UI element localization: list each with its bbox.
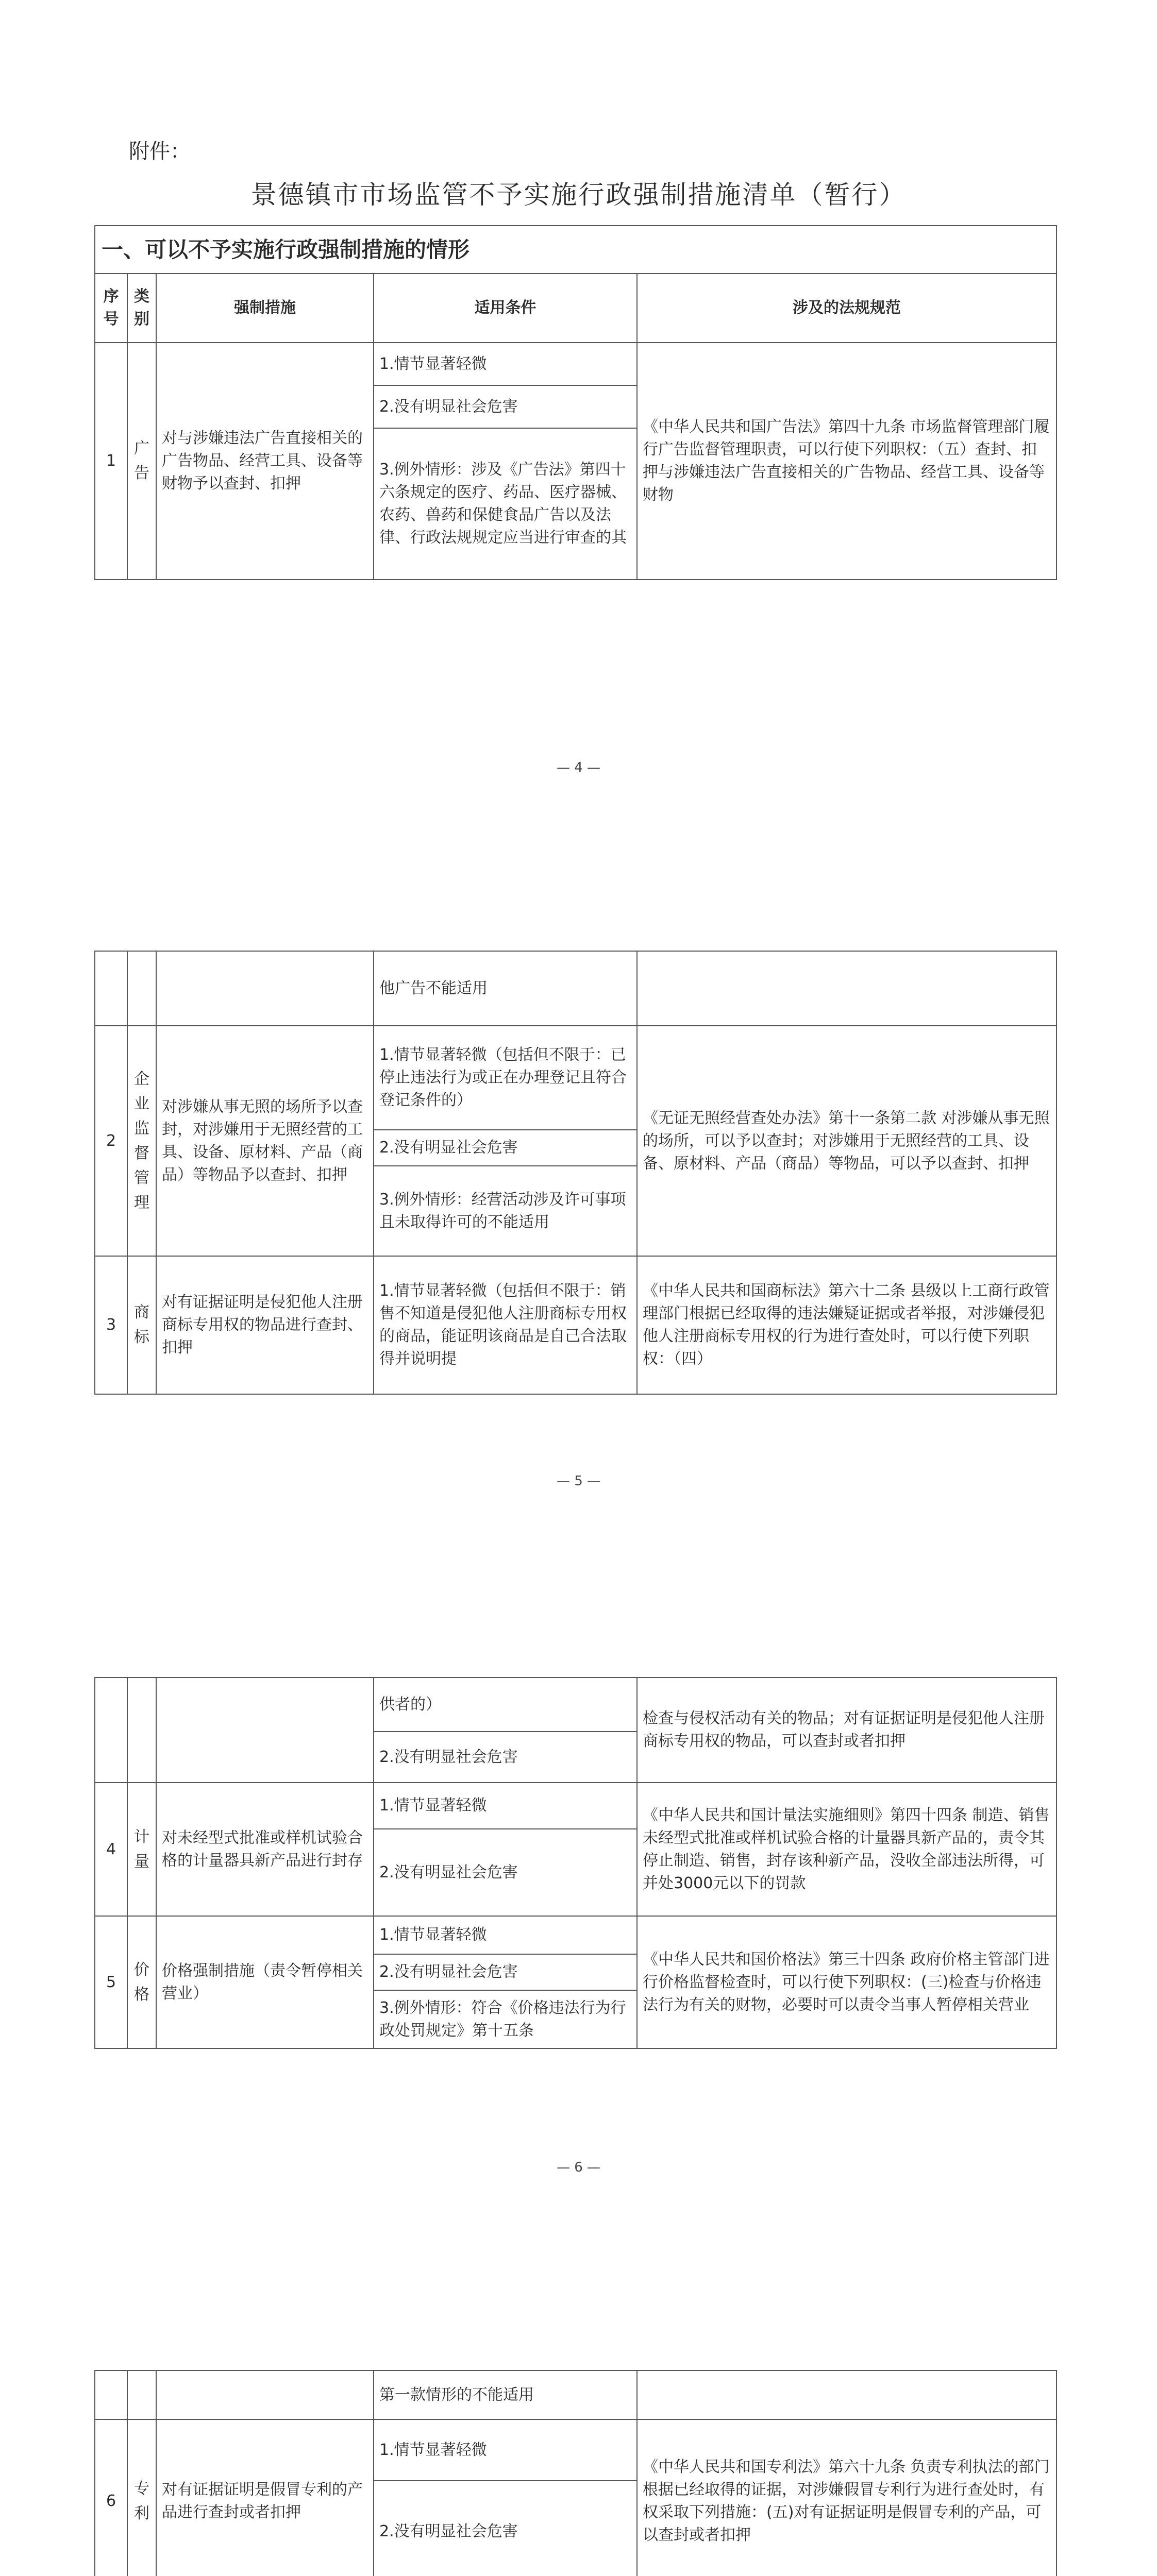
row-condition: 1.情节显著轻微 [374, 1783, 637, 1829]
page-number: — 6 — [556, 2160, 601, 2175]
row-condition: 1.情节显著轻微（包括但不限于：已停止违法行为或正在办理登记且符合登记条件的） [374, 1026, 637, 1130]
row-category: 价格 [127, 1916, 156, 2048]
row-measure: 对涉嫌从事无照的场所予以查封，对涉嫌用于无照经营的工具、设备、原材料、产品（商品）等物品予以查封、扣押 [156, 1026, 374, 1256]
col-header-condition: 适用条件 [374, 274, 637, 343]
row-seq: 1 [95, 343, 127, 580]
row-condition: 1.情节显著轻微 [374, 2419, 637, 2481]
measures-table-page-5 [94, 951, 1057, 1395]
row-condition: 2.没有明显社会危害 [374, 1130, 637, 1166]
row-seq: 5 [95, 1916, 127, 2048]
row-condition: 2.没有明显社会危害 [374, 1954, 637, 1990]
row-category: 计量 [127, 1783, 156, 1916]
col-header-seq: 序号 [95, 274, 127, 343]
row-measure: 对有证据证明是侵犯他人注册商标专用权的物品进行查封、扣押 [156, 1256, 374, 1394]
row-condition: 1.情节显著轻微（包括但不限于：销售不知道是侵犯他人注册商标专用权的商品，能证明该商品是自己合法取得并说明提 [374, 1256, 637, 1394]
col-header-measure: 强制措施 [156, 274, 374, 343]
row-condition: 2.没有明显社会危害 [374, 1829, 637, 1916]
attachment-label: 附件： [129, 140, 191, 163]
row-law: 《中华人民共和国专利法》第六十九条 负责专利执法的部门根据已经取得的证据，对涉嫌假冒专利行为进行查处时，有权采取下列措施：(五)对有证据证明是假冒专利的产品，可以查封或者扣押 [637, 2419, 1057, 2576]
row-condition: 2.没有明显社会危害 [374, 385, 637, 428]
page-number: — 4 — [556, 760, 601, 775]
row-condition: 第一款情形的不能适用 [374, 2370, 637, 2419]
measures-table-page-4 [94, 225, 1057, 580]
measures-table-page-7 [94, 2370, 1057, 2576]
row-seq: 3 [95, 1256, 127, 1394]
row-category: 广告 [127, 343, 156, 580]
row-measure: 对有证据证明是假冒专利的产品进行查封或者扣押 [156, 2419, 374, 2576]
row-measure: 价格强制措施（责令暂停相关营业） [156, 1916, 374, 2048]
row-law: 检查与侵权活动有关的物品；对有证据证明是侵犯他人注册商标专用权的物品，可以查封或者扣押 [637, 1677, 1057, 1783]
row-seq: 2 [95, 1026, 127, 1256]
row-law: 《中华人民共和国广告法》第四十九条 市场监督管理部门履行广告监督管理职责，可以行使下列职权：（五）查封、扣押与涉嫌违法广告直接相关的广告物品、经营工具、设备等财物 [637, 343, 1057, 580]
section-1-title: 一、可以不予实施行政强制措施的情形 [95, 226, 1057, 274]
row-category: 专利 [127, 2419, 156, 2576]
row-condition: 3.例外情形：符合《价格违法行为行政处罚规定》第十五条 [374, 1990, 637, 2048]
row-measure: 对与涉嫌违法广告直接相关的广告物品、经营工具、设备等财物予以查封、扣押 [156, 343, 374, 580]
col-header-category: 类别 [127, 274, 156, 343]
row-law: 《中华人民共和国计量法实施细则》第四十四条 制造、销售未经型式批准或样机试验合格的计量器具新产品的，责令其停止制造、销售，封存该种新产品，没收全部违法所得，可并处3000元以下的罚款 [637, 1783, 1057, 1916]
page-title: 景德镇市市场监管不予实施行政强制措施清单（暂行） [250, 180, 907, 210]
row-condition: 1.情节显著轻微 [374, 343, 637, 385]
row-category: 商标 [127, 1256, 156, 1394]
row-measure: 对未经型式批准或样机试验合格的计量器具新产品进行封存 [156, 1783, 374, 1916]
row-seq: 4 [95, 1783, 127, 1916]
row-category: 企业监督管理 [127, 1026, 156, 1256]
col-header-law: 涉及的法规规范 [637, 274, 1057, 343]
row-condition: 供者的） [374, 1677, 637, 1732]
row-condition: 2.没有明显社会危害 [374, 1732, 637, 1783]
row-condition: 1.情节显著轻微 [374, 1916, 637, 1954]
row-condition: 2.没有明显社会危害 [374, 2481, 637, 2576]
row-law: 《中华人民共和国商标法》第六十二条 县级以上工商行政管理部门根据已经取得的违法嫌疑证据或者举报，对涉嫌侵犯他人注册商标专用权的行为进行查处时，可以行使下列职权：（四） [637, 1256, 1057, 1394]
row-condition: 3.例外情形：涉及《广告法》第四十六条规定的医疗、药品、医疗器械、农药、兽药和保健食品广告以及法律、行政法规规定应当进行审查的其 [374, 428, 637, 580]
row-law: 《无证无照经营查处办法》第十一条第二款 对涉嫌从事无照的场所，可以予以查封；对涉嫌用于无照经营的工具、设备、原材料、产品（商品）等物品，可以予以查封、扣押 [637, 1026, 1057, 1256]
row-condition: 他广告不能适用 [374, 951, 637, 1026]
measures-table-page-6 [94, 1677, 1057, 2049]
row-seq: 6 [95, 2419, 127, 2576]
row-condition: 3.例外情形：经营活动涉及许可事项且未取得许可的不能适用 [374, 1166, 637, 1256]
row-law: 《中华人民共和国价格法》第三十四条 政府价格主管部门进行价格监督检查时，可以行使下列职权：(三)检查与价格违法行为有关的财物，必要时可以责令当事人暂停相关营业 [637, 1916, 1057, 2048]
page-number: — 5 — [556, 1473, 601, 1489]
